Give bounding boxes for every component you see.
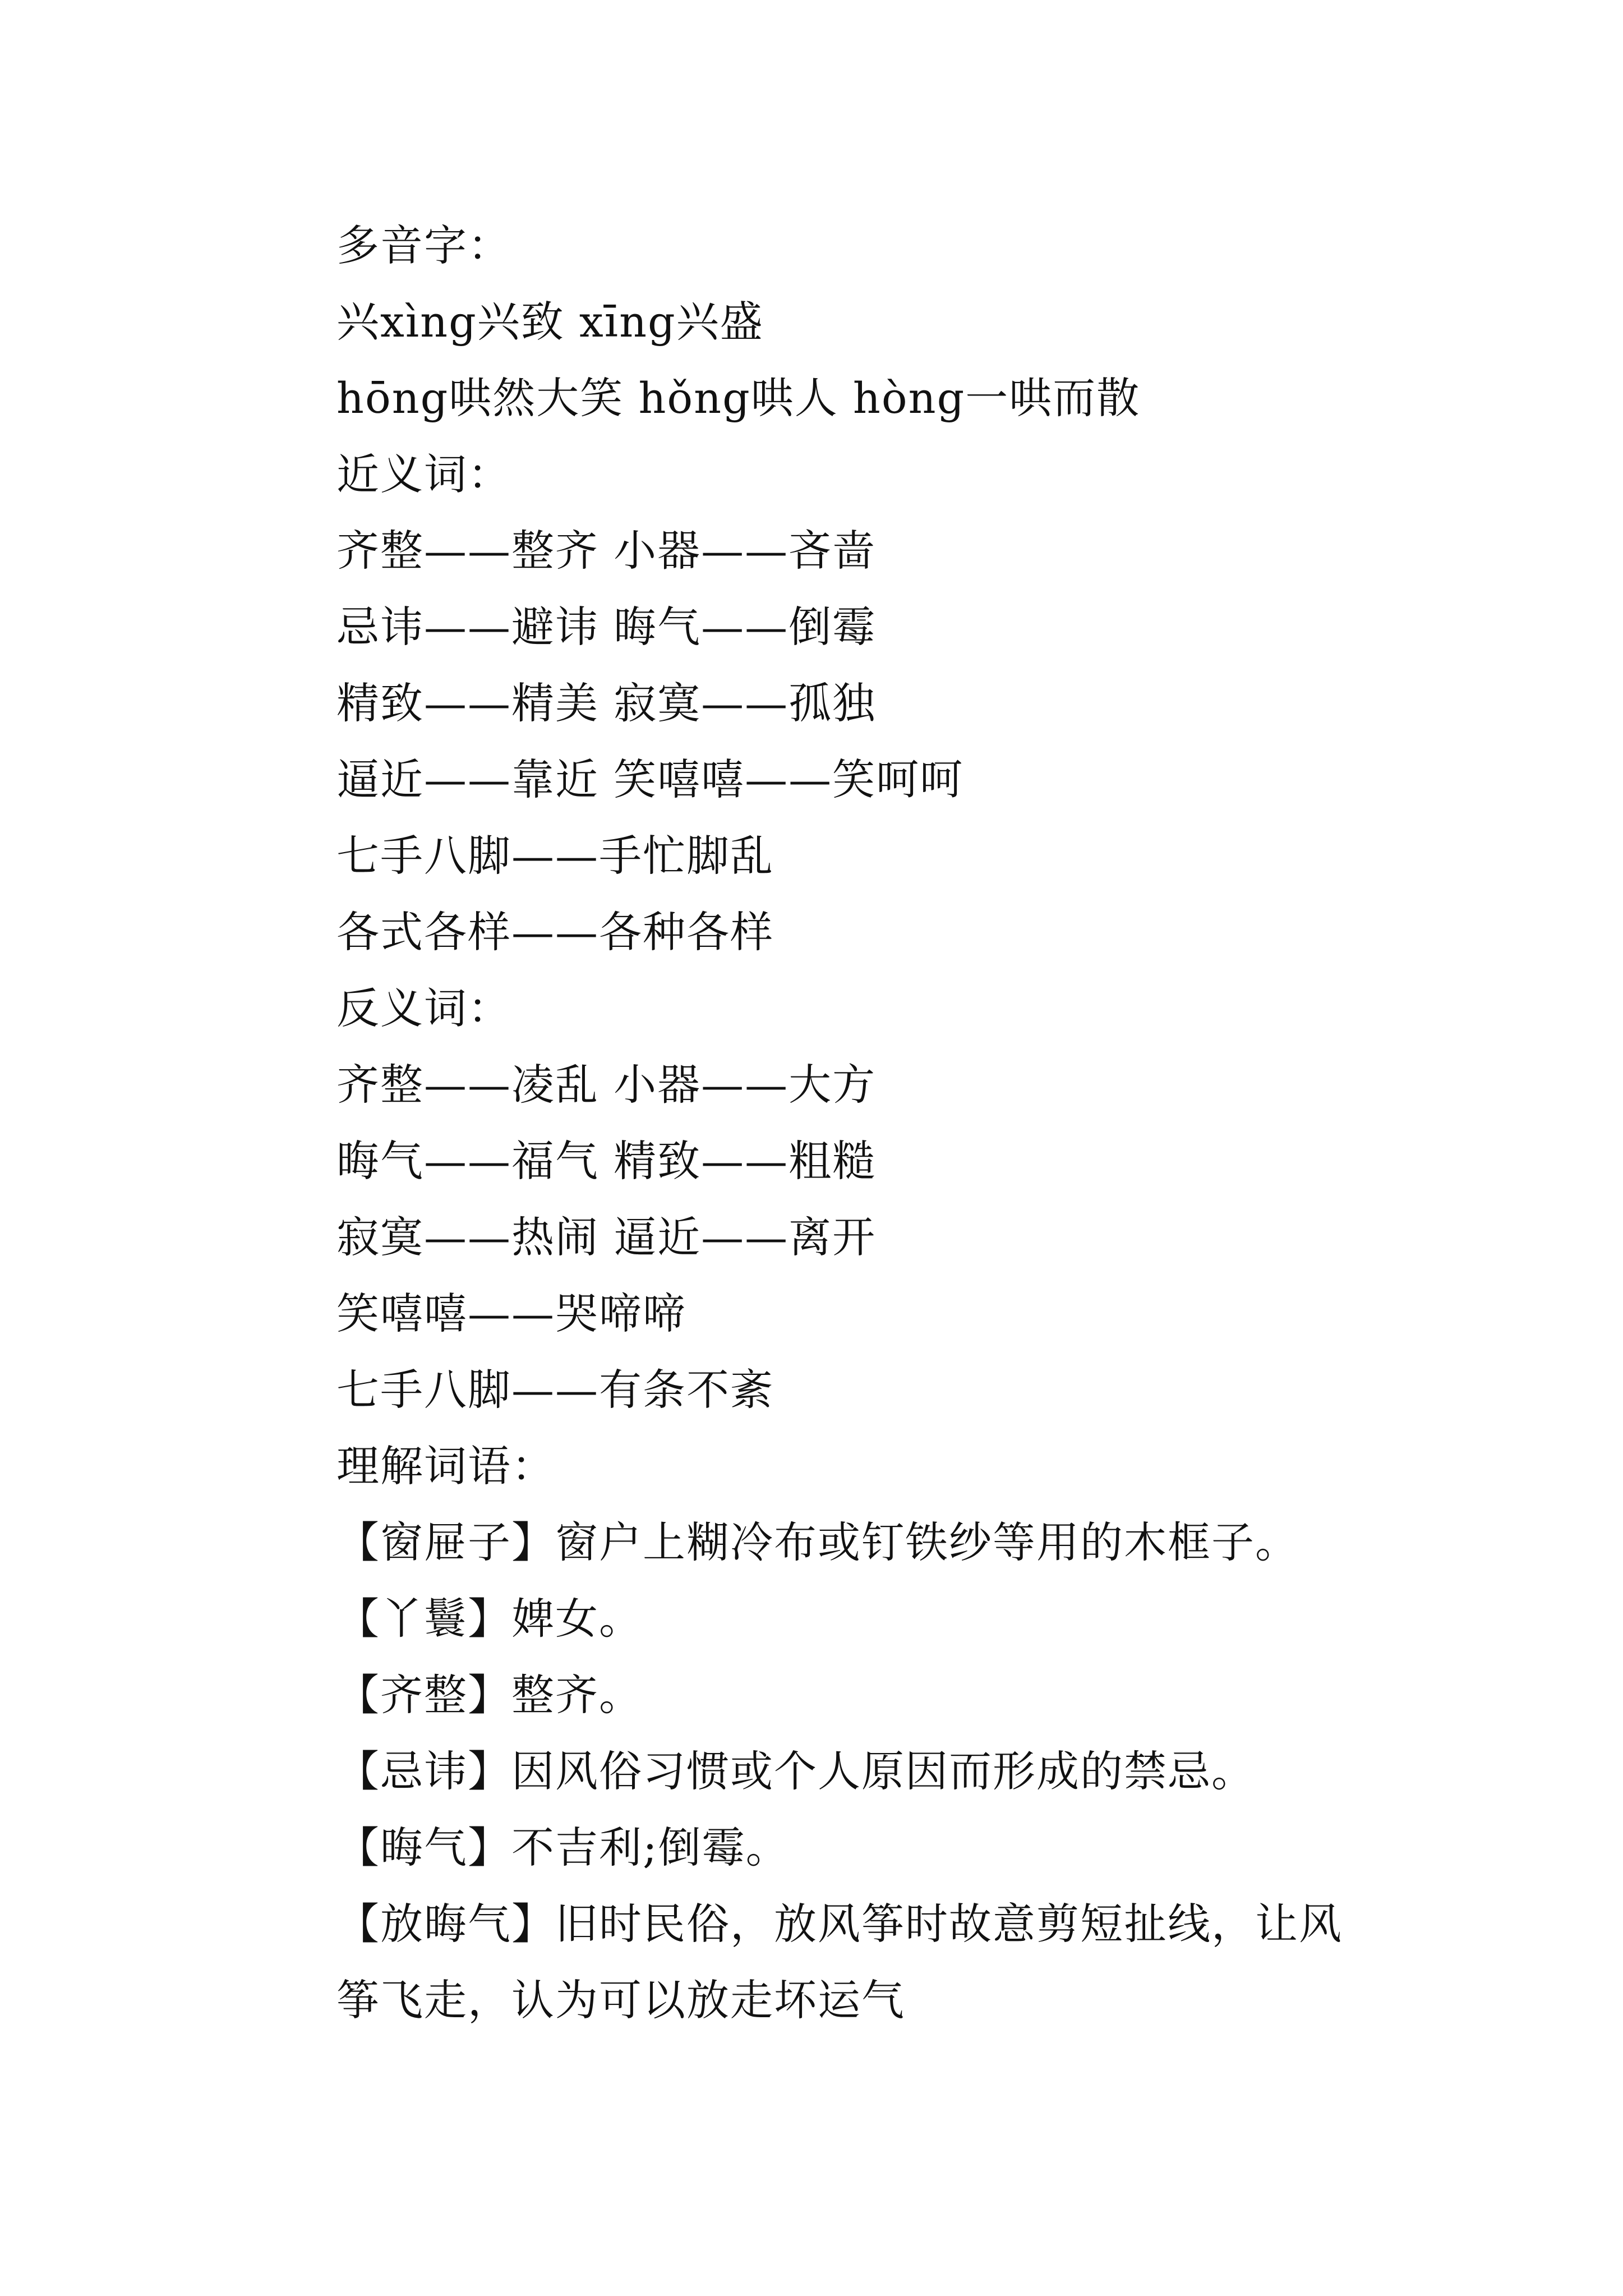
text-line: 晦气——福气 精致——粗糙 [336, 1136, 877, 1186]
heading-word-meanings: 理解词语： [336, 1441, 555, 1491]
text-line: 齐整——整齐 小器——吝啬 [336, 526, 877, 576]
text-line: 寂寞——热闹 逼近——离开 [336, 1212, 877, 1262]
text-line: 各式各样——各种各样 [336, 907, 774, 957]
text-line: 兴xìng兴致 xīng兴盛 [336, 297, 764, 347]
definition-line: 【晦气】不吉利;倒霉。 [336, 1823, 790, 1872]
definition-line: 【齐整】整齐。 [336, 1670, 643, 1720]
definition-line: 【忌讳】因风俗习惯或个人原因而形成的禁忌。 [336, 1746, 1255, 1796]
text-line: 忌讳——避讳 晦气——倒霉 [336, 602, 877, 652]
definition-line: 【窗屉子】窗户上糊冷布或钉铁纱等用的木框子。 [336, 1517, 1299, 1567]
heading-antonyms: 反义词： [336, 983, 511, 1033]
text-line: 逼近——靠近 笑嘻嘻——笑呵呵 [336, 754, 964, 804]
text-line: hōng哄然大笑 hǒng哄人 hòng一哄而散 [336, 373, 1141, 423]
definition-paragraph: 【放晦气】旧时民俗，放风筝时故意剪短扯线，让风筝飞走，认为可以放走坏运气 [336, 1899, 1343, 2025]
definition-line: 【丫鬟】婢女。 [336, 1594, 643, 1644]
heading-synonyms: 近义词： [336, 449, 511, 499]
text-line: 笑嘻嘻——哭啼啼 [336, 1289, 686, 1338]
text-line: 七手八脚——有条不紊 [336, 1365, 774, 1415]
text-line: 七手八脚——手忙脚乱 [336, 831, 774, 881]
document-body [247, 208, 1385, 2039]
text-line: 精致——精美 寂寞——孤独 [336, 678, 877, 728]
heading-polyphonic: 多音字： [336, 220, 511, 270]
text-line: 齐整——凌乱 小器——大方 [336, 1060, 877, 1110]
